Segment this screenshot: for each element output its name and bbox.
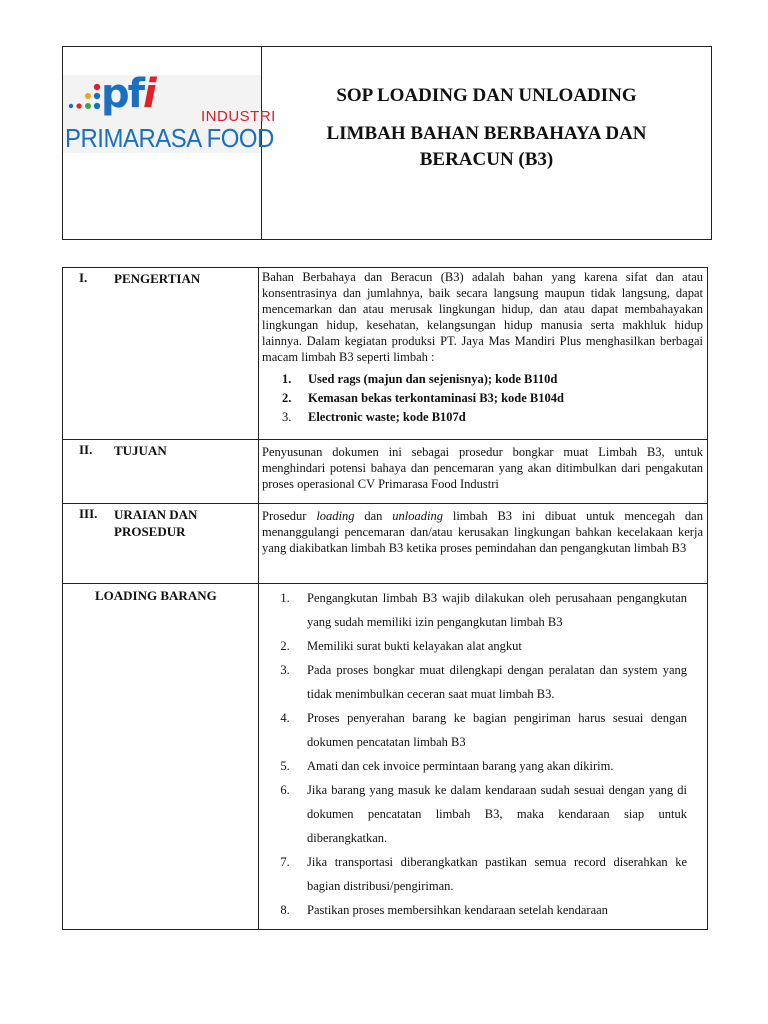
section-label-loading-barang: LOADING BARANG xyxy=(95,588,217,603)
row-tujuan xyxy=(63,440,707,504)
right-cell-loading xyxy=(259,584,707,929)
logo-pfi-text: pfi xyxy=(101,71,155,117)
company-logo xyxy=(63,71,276,153)
sop-table xyxy=(62,267,708,930)
left-cell-loading xyxy=(63,584,259,929)
list-item: 2. Kemasan bekas terkontaminasi B3; kode B104d xyxy=(282,391,564,405)
row-loading-barang xyxy=(63,584,707,929)
document-title: SOP LOADING DAN UNLOADING xyxy=(336,85,637,106)
list-item: 6. Jika barang yang masuk ke dalam kendaraan sudah sesuai dengan yang di dokumen pencatatan limbah B3, maka kendaraan siap untuk diberangkatkan. xyxy=(280,783,687,845)
right-cell-pengertian xyxy=(259,268,707,439)
waste-list xyxy=(262,370,703,427)
row-uraian xyxy=(63,504,707,584)
section-label-tujuan: TUJUAN xyxy=(114,443,167,458)
logo-dots-icon xyxy=(67,81,103,115)
left-cell-tujuan xyxy=(63,440,259,503)
left-cell-pengertian xyxy=(63,268,259,439)
section-label-uraian: URAIAN DAN PROSEDUR xyxy=(114,507,198,539)
roman-numeral: I. xyxy=(79,270,88,285)
left-cell-uraian xyxy=(63,504,259,583)
loading-procedure-list xyxy=(259,584,707,922)
roman-numeral: III. xyxy=(79,506,98,521)
list-item: 1. Used rags (majun dan sejenisnya); kode B110d xyxy=(282,372,558,386)
list-item: 3. Pada proses bongkar muat dilengkapi dengan peralatan dan system yang tidak menimbulkan ceceran saat muat limbah B3. xyxy=(280,663,687,701)
list-item: 3. Electronic waste; kode B107d xyxy=(282,410,466,424)
pengertian-text: Bahan Berbahaya dan Beracun (B3) adalah bahan yang karena sifat dan atau konsentrasinya dan jumlahnya, baik secara langsung maupun tidak langsung, dapat mencemarkan dan atau merusak lingkungan hidup, dan atau dapat membahayakan lingkungan hidup, kesehatan, kelangsungan hidup manusia serta makhluk hidup lainnya. Dalam kegiatan produksi PT. Jaya Mas Mandiri Plus menghasilkan berbagai macam limbah B3 seperti limbah : xyxy=(262,270,703,364)
header-table xyxy=(62,46,712,240)
list-item: 2. Memiliki surat bukti kelayakan alat angkut xyxy=(280,639,522,653)
list-item: 5. Amati dan cek invoice permintaan barang yang akan dikirim. xyxy=(280,759,614,773)
roman-numeral: II. xyxy=(79,442,93,457)
list-item: 1. Pengangkutan limbah B3 wajib dilakukan oleh perusahaan pengangkutan yang sudah memiliki izin pengangkutan limbah B3 xyxy=(280,591,687,629)
right-cell-tujuan: Penyusunan dokumen ini sebagai prosedur bongkar muat Limbah B3, untuk menghindari potensi bahaya dan pencemaran yang akan ditimbulkan dari pengakutan proses operasional CV Primarasa Food Industri xyxy=(262,445,703,491)
list-item: 7. Jika transportasi diberangkatkan pastikan semua record diserahkan ke bagian distribusi/pengiriman. xyxy=(280,855,687,893)
document-subtitle: LIMBAH BAHAN BERBAHAYA DAN BERACUN (B3) xyxy=(326,123,647,170)
row-pengertian xyxy=(63,268,707,440)
right-cell-uraian: Prosedur loading dan unloading limbah B3 ini dibuat untuk mencegah dan menanggulangi pencemaran dan/atau kerusakan lingkungan bahkan kecelakaan kerja yang diakibatkan limbah B3 ketika proses pemindahan dan pengangkutan limbah B3 xyxy=(262,509,703,555)
list-item: 8. Pastikan proses membersihkan kendaraan setelah kendaraan xyxy=(280,903,608,917)
logo-cell xyxy=(63,47,276,239)
logo-primarasa-text: PRIMARASA FOOD xyxy=(65,123,274,153)
section-label-pengertian: PENGERTIAN xyxy=(114,271,201,286)
title-cell xyxy=(262,47,711,239)
list-item: 4. Proses penyerahan barang ke bagian pengiriman harus sesuai dengan dokumen pencatatan limbah B3 xyxy=(280,711,687,749)
logo-industri-text: INDUSTRI xyxy=(201,108,276,125)
